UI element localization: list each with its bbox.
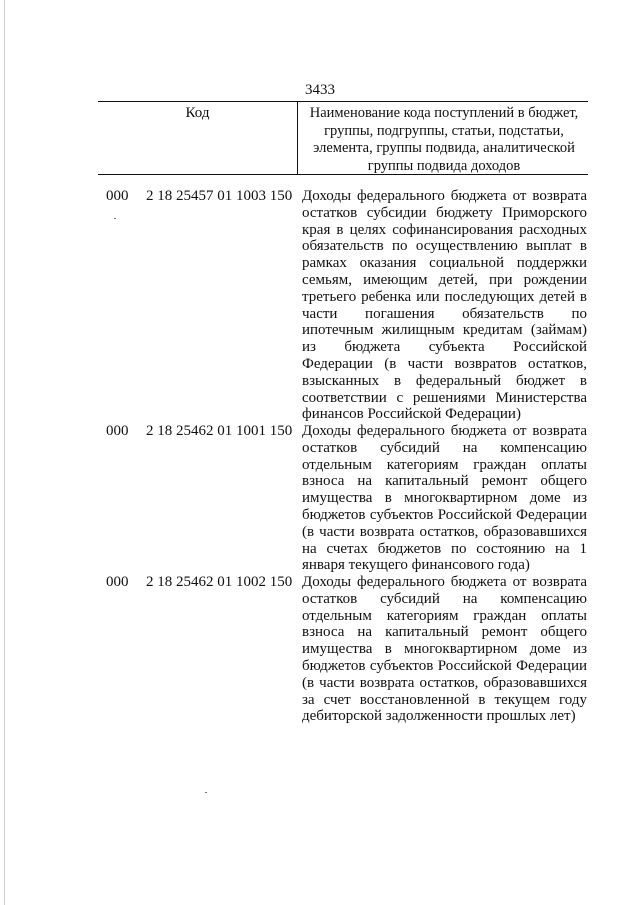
row-revenue-code: 2 18 25462 01 1001 150 [146, 423, 293, 439]
row-admin-code: 000 [106, 423, 129, 439]
scan-speck [205, 792, 207, 793]
header-divider [297, 102, 298, 174]
table-header [98, 101, 588, 175]
header-code-label: Код [185, 105, 210, 121]
row-admin-code: 000 [106, 574, 129, 590]
scan-left-edge [4, 0, 5, 905]
row-description: Доходы федерального бюджета от возврата остатков субсидий на компенсацию отдельным категориям граждан оплаты взноса на капитальный ремонт общего имущества в многоквартирном доме из бюджетов субъектов Российской Федерации (в части возврата остатков, образовавшихся на счетах бюджетов по состоянию на 1 января текущего финансового года) [302, 423, 587, 574]
row-admin-code: 000 [106, 188, 129, 204]
row-description: Доходы федерального бюджета от возврата остатков субсидий на компенсацию отдельным категориям граждан оплаты взноса на капитальный ремонт общего имущества в многоквартирном доме из бюджетов субъектов Российской Федерации (в части возврата остатков, образовавшихся за счет восстановленной в текущем году дебиторской задолженности прошлых лет) [302, 574, 587, 725]
row-description: Доходы федерального бюджета от возврата остатков субсидии бюджету Приморского края в целях софинансирования расходных обязательств по осуществлению выплат в рамках оказания социальной поддержки семьям, имеющим детей, при рождении третьего ребенка или последующих детей в части погашения обязательств по ипотечным жилищным кредитам (займам) из бюджета субъекта Российской Федерации (в части возвратов остатков, взысканных в федеральный бюджет в соответствии с решениями Министерства финансов Российской Федерации) [302, 188, 587, 423]
row-revenue-code: 2 18 25462 01 1002 150 [146, 574, 293, 590]
page-number: 3433 [305, 82, 335, 98]
header-name-label: Наименование кода поступлений в бюджет, группы, подгруппы, статьи, подстатьи, элемента, группы подвида, аналитической группы подвида доходов [309, 105, 579, 174]
row-revenue-code: 2 18 25457 01 1003 150 [146, 188, 293, 204]
scan-speck [114, 218, 116, 219]
